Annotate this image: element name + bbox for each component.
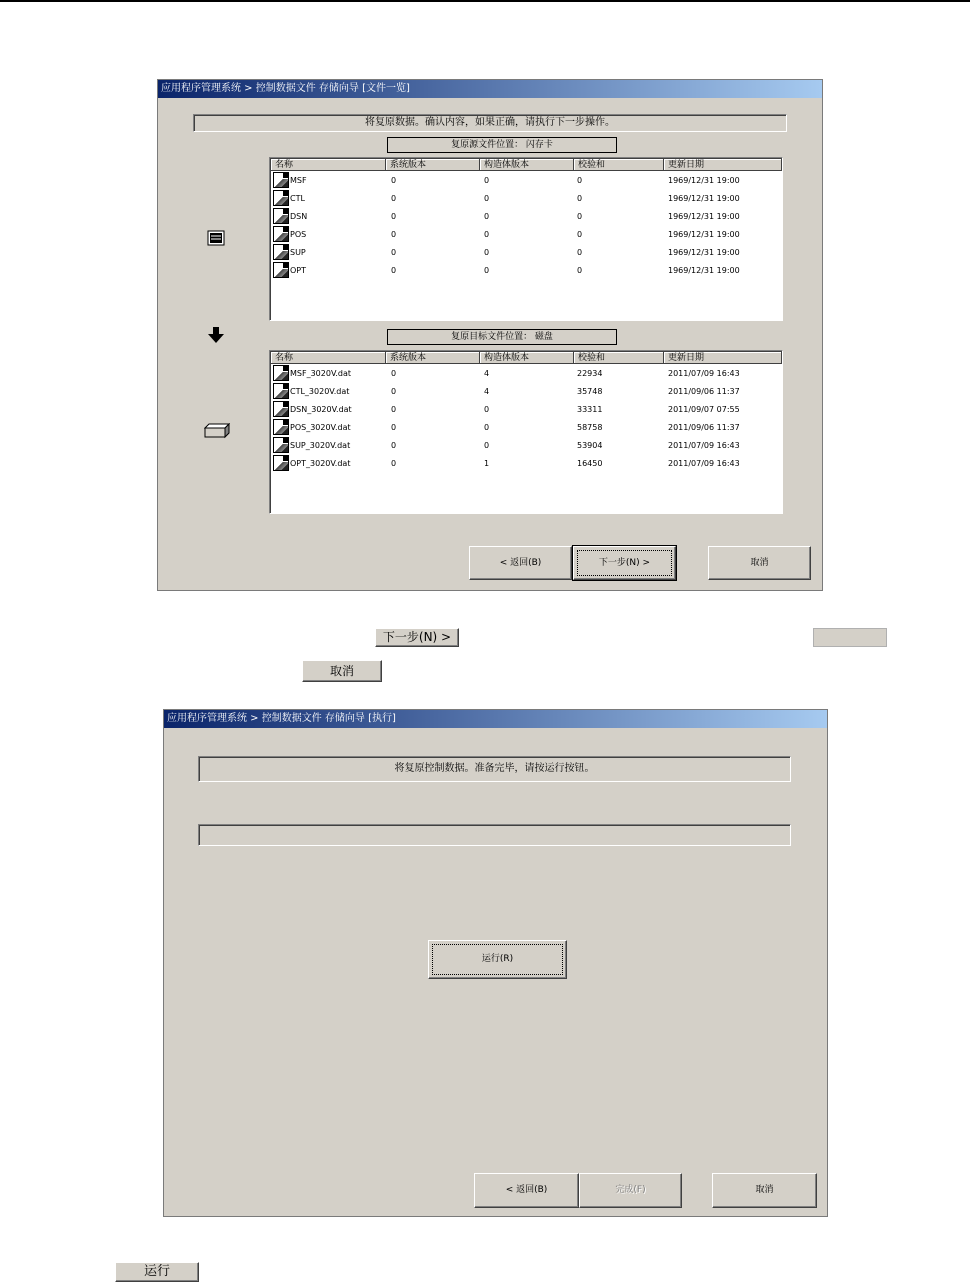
system-version: 0 [391, 248, 397, 257]
update-date: 2011/09/06 11:37 [668, 387, 740, 396]
file-icon [273, 190, 289, 206]
checksum: 0 [577, 194, 583, 203]
column-header-system-version[interactable]: 系统版本 [386, 159, 480, 171]
update-date: 2011/09/06 11:37 [668, 423, 740, 432]
file-icon [273, 365, 289, 381]
file-icon [273, 262, 289, 278]
message-bar [198, 756, 791, 782]
struct-version: 4 [484, 387, 490, 396]
checksum: 22934 [577, 369, 603, 378]
focus-rect [577, 550, 672, 576]
inline-run-button[interactable] [115, 1262, 199, 1282]
checksum: 0 [577, 176, 583, 185]
column-header-update-date[interactable]: 更新日期 [664, 352, 782, 364]
struct-version: 0 [484, 441, 490, 450]
next-button-label: 下一步(N) > [598, 558, 651, 568]
list-item[interactable] [271, 190, 781, 208]
update-date: 1969/12/31 19:00 [668, 248, 740, 257]
system-version: 0 [391, 387, 397, 396]
target-location-label: 复原目标文件位置： 磁盘 [387, 329, 617, 345]
system-version: 0 [391, 369, 397, 378]
struct-version: 0 [484, 230, 490, 239]
struct-version: 1 [484, 459, 490, 468]
file-name: SUP [290, 248, 306, 257]
file-name: POS [290, 230, 307, 239]
update-date: 1969/12/31 19:00 [668, 266, 740, 275]
progress-bar [198, 824, 791, 846]
file-icon [273, 419, 289, 435]
update-date: 2011/07/09 16:43 [668, 369, 740, 378]
struct-version: 0 [484, 212, 490, 221]
file-icon [273, 455, 289, 471]
run-button[interactable] [428, 940, 567, 979]
target-list-header [271, 352, 781, 364]
file-name: POS_3020V.dat [290, 423, 351, 432]
file-icon [273, 172, 289, 188]
checksum: 0 [577, 212, 583, 221]
file-name: MSF [290, 176, 307, 185]
inline-placeholder-box [813, 628, 887, 647]
file-name: CTL_3020V.dat [290, 387, 350, 396]
back-button[interactable] [469, 546, 572, 580]
file-icon [273, 383, 289, 399]
column-header-system-version[interactable]: 系统版本 [386, 352, 480, 364]
file-icon [273, 437, 289, 453]
file-name: MSF_3020V.dat [290, 369, 352, 378]
list-item[interactable] [271, 401, 781, 419]
file-name: OPT [290, 266, 307, 275]
finish-button[interactable] [579, 1173, 682, 1208]
column-header-update-date[interactable]: 更新日期 [664, 159, 782, 171]
checksum: 33311 [577, 405, 603, 414]
list-item[interactable] [271, 365, 781, 383]
file-name: OPT_3020V.dat [290, 459, 351, 468]
checksum: 35748 [577, 387, 603, 396]
memory-card-icon [207, 230, 225, 246]
disk-icon [204, 423, 230, 439]
back-button-label: < 返回(B) [505, 1185, 548, 1195]
file-name: CTL [290, 194, 305, 203]
source-location-label: 复原源文件位置： 闪存卡 [387, 137, 617, 153]
update-date: 2011/07/09 16:43 [668, 459, 740, 468]
checksum: 58758 [577, 423, 603, 432]
target-file-list[interactable] [269, 350, 783, 514]
focus-rect [432, 944, 563, 975]
column-header-checksum[interactable]: 校验和 [574, 352, 664, 364]
checksum: 53904 [577, 441, 603, 450]
column-header-name[interactable]: 名称 [271, 352, 386, 364]
struct-version: 0 [484, 423, 490, 432]
list-item[interactable] [271, 383, 781, 401]
list-item[interactable] [271, 262, 781, 280]
file-icon [273, 244, 289, 260]
inline-next-label: 下一步(N) > [382, 630, 452, 644]
inline-cancel-label: 取消 [329, 664, 354, 678]
file-name: SUP_3020V.dat [290, 441, 351, 450]
system-version: 0 [391, 441, 397, 450]
message-bar [193, 114, 787, 132]
inline-next-button[interactable] [375, 628, 459, 647]
system-version: 0 [391, 176, 397, 185]
struct-version: 0 [484, 266, 490, 275]
window-title: 应用程序管理系统 > 控制数据文件 存储向导 [执行] [164, 710, 827, 728]
cancel-button-label: 取消 [755, 1185, 774, 1195]
update-date: 1969/12/31 19:00 [668, 176, 740, 185]
source-list-header [271, 159, 781, 171]
finish-button-label: 完成(F) [615, 1185, 646, 1195]
list-item[interactable] [271, 455, 781, 473]
struct-version: 0 [484, 405, 490, 414]
message-text: 将复原控制数据。准备完毕，请按运行按钮。 [394, 763, 595, 774]
system-version: 0 [391, 194, 397, 203]
back-button-label: < 返回(B) [499, 558, 542, 568]
source-file-list[interactable] [269, 157, 783, 321]
message-text: 将复原数据。确认内容，如果正确，请执行下一步操作。 [365, 117, 615, 128]
system-version: 0 [391, 230, 397, 239]
run-button-label: 运行(R) [481, 954, 514, 964]
checksum: 0 [577, 230, 583, 239]
inline-cancel-button[interactable] [302, 660, 382, 682]
update-date: 2011/09/07 07:55 [668, 405, 740, 414]
checksum: 16450 [577, 459, 603, 468]
file-icon [273, 401, 289, 417]
list-item[interactable] [271, 226, 781, 244]
update-date: 1969/12/31 19:00 [668, 212, 740, 221]
list-item[interactable] [271, 172, 781, 190]
checksum: 0 [577, 248, 583, 257]
struct-version: 0 [484, 194, 490, 203]
inline-run-label: 运行 [143, 1264, 170, 1279]
struct-version: 0 [484, 248, 490, 257]
file-icon [273, 208, 289, 224]
cancel-button[interactable] [712, 1173, 817, 1208]
list-item[interactable] [271, 437, 781, 455]
list-item[interactable] [271, 244, 781, 262]
file-icon [273, 226, 289, 242]
next-button[interactable] [573, 546, 676, 580]
system-version: 0 [391, 459, 397, 468]
cancel-button[interactable] [708, 546, 811, 580]
column-header-struct-version[interactable]: 构造体版本 [480, 352, 574, 364]
arrow-down-icon [207, 326, 225, 344]
update-date: 1969/12/31 19:00 [668, 230, 740, 239]
wizard-file-list-window [157, 79, 823, 591]
list-item[interactable] [271, 208, 781, 226]
window-title: 应用程序管理系统 > 控制数据文件 存储向导 [文件一览] [158, 80, 822, 98]
file-name: DSN [290, 212, 308, 221]
list-item[interactable] [271, 419, 781, 437]
cancel-button-label: 取消 [750, 558, 769, 568]
column-header-checksum[interactable]: 校验和 [574, 159, 664, 171]
column-header-struct-version[interactable]: 构造体版本 [480, 159, 574, 171]
struct-version: 4 [484, 369, 490, 378]
wizard-execute-window [163, 709, 828, 1217]
checksum: 0 [577, 266, 583, 275]
system-version: 0 [391, 212, 397, 221]
update-date: 1969/12/31 19:00 [668, 194, 740, 203]
struct-version: 0 [484, 176, 490, 185]
page-top-rule [0, 0, 970, 2]
column-header-name[interactable]: 名称 [271, 159, 386, 171]
system-version: 0 [391, 423, 397, 432]
back-button[interactable] [474, 1173, 579, 1208]
system-version: 0 [391, 266, 397, 275]
system-version: 0 [391, 405, 397, 414]
file-name: DSN_3020V.dat [290, 405, 352, 414]
update-date: 2011/07/09 16:43 [668, 441, 740, 450]
